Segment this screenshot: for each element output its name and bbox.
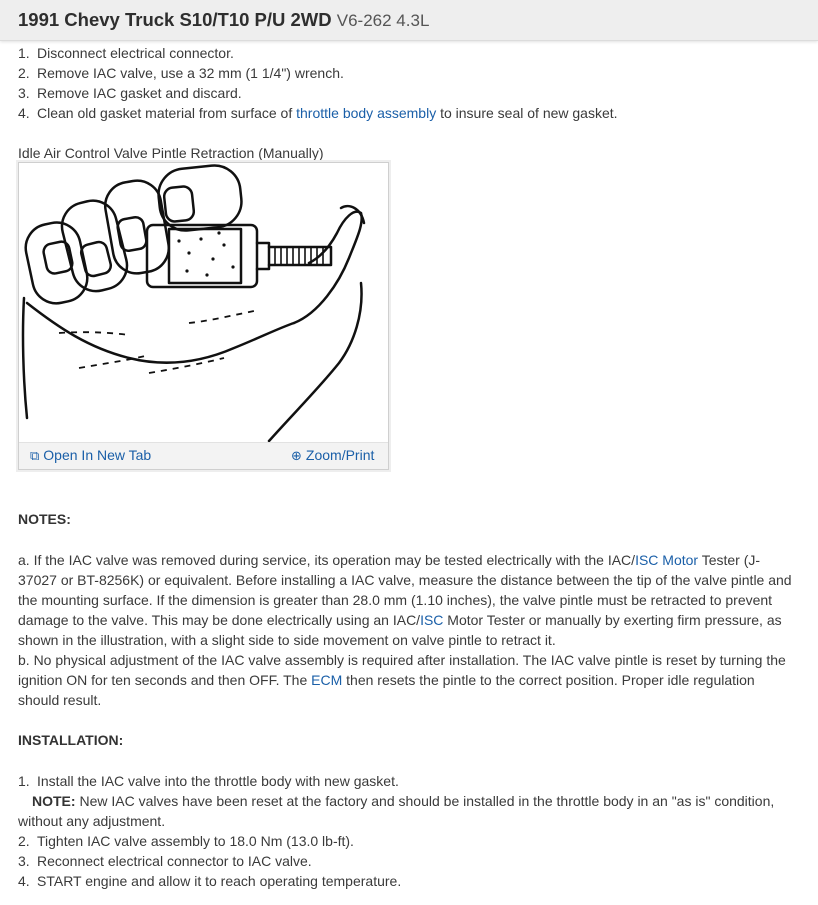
finger-index [156, 163, 244, 233]
step-text: START engine and allow it to reach operating temperature. [37, 873, 402, 889]
removal-step [18, 63, 344, 83]
figure-caption: Idle Air Control Valve Pintle Retraction (Manually) [18, 145, 324, 161]
installation-step [18, 871, 401, 891]
step-text: Tighten IAC valve assembly to 18.0 Nm (13.0 lb-ft). [37, 833, 354, 849]
palm-edge [27, 303, 294, 363]
page-header [0, 0, 818, 41]
step-text: Disconnect electrical connector. [37, 45, 234, 61]
finger-middle [101, 177, 172, 277]
isc-link[interactable]: ISC [420, 612, 444, 628]
note-b [18, 650, 798, 710]
note-b-text: then resets the pintle to the correct position. Proper idle regulation should result. [18, 672, 755, 708]
open-in-new-tab-label: Open In New Tab [43, 447, 152, 463]
valve-pintle [269, 247, 331, 265]
step-text: Reconnect electrical connector to IAC valve. [37, 853, 312, 869]
note-a [18, 550, 798, 650]
removal-step [18, 83, 242, 103]
page-title [18, 9, 429, 31]
zoom-print-button[interactable] [291, 447, 374, 464]
step-number: 3. [18, 853, 30, 869]
step-text: Install the IAC valve into the throttle body with new gasket. [37, 773, 399, 789]
vehicle-title: 1991 Chevy Truck S10/T10 P/U 2WD [18, 9, 332, 30]
installation-note [18, 791, 798, 831]
step-number: 1. [18, 773, 30, 789]
throttle-body-assembly-link[interactable]: throttle body assembly [296, 105, 437, 121]
installation-step [18, 831, 354, 851]
isc-motor-link[interactable]: ISC Motor [635, 552, 699, 568]
installation-step [18, 771, 399, 791]
step-text: Remove IAC gasket and discard. [37, 85, 242, 101]
illustration-toolbar [19, 442, 388, 469]
step-number: 4. [18, 873, 30, 889]
note-label: NOTE: [32, 793, 76, 809]
step-text: Remove IAC valve, use a 32 mm (1 1/4") wrench. [37, 65, 344, 81]
step-number: 2. [18, 833, 30, 849]
note-a-text: a. If the IAC valve was removed during service, its operation may be tested electrically with the IAC/ [18, 552, 636, 568]
iac-valve-hand-illustration [19, 163, 388, 443]
step-number: 1. [18, 45, 30, 61]
ecm-link[interactable]: ECM [311, 672, 343, 688]
note-b-text: b. No physical adjustment of the IAC valve assembly is required after installation. The IAC valve pintle is reset by turning the ignition ON for ten seconds and then OFF. The [18, 652, 786, 688]
open-in-new-tab-button[interactable] [30, 447, 151, 464]
notes-heading: NOTES: [18, 511, 71, 527]
step-number: 4. [18, 105, 30, 121]
finger-little [21, 218, 91, 308]
step-number: 2. [18, 65, 30, 81]
note-text: New IAC valves have been reset at the factory and should be installed in the throttle body in an "as is" condition, without any adjustment. [18, 793, 775, 829]
zoom-icon: ⊕ [291, 448, 302, 463]
note-a-text: Tester (J-37027 or BT-8256K) or equivalent. Before installing a IAC valve, measure the distance between the tip of the valve pintle and the mounting surface. If the dimension is greater than 28.0 mm (1.10 inches), the valve pintle must be retracted to prevent damage to the valve. This may be done electrically using an IAC/ [18, 552, 792, 628]
step-text: to insure seal of new gasket. [436, 105, 618, 121]
installation-step [18, 851, 312, 871]
engine-subtitle: V6-262 4.3L [336, 11, 430, 30]
step-number: 3. [18, 85, 30, 101]
removal-step [18, 103, 618, 123]
step-text: Clean old gasket material from surface of [37, 105, 297, 121]
note-a-text: Motor Tester or manually by exerting firm pressure, as shown in the illustration, with a slight side to side movement on valve pintle to retract it. [18, 612, 782, 648]
open-in-new-tab-icon: ⧉ [30, 448, 40, 463]
illustration-panel [18, 162, 389, 470]
zoom-print-label: Zoom/Print [305, 447, 375, 463]
removal-step [18, 43, 234, 63]
installation-heading: INSTALLATION: [18, 732, 124, 748]
